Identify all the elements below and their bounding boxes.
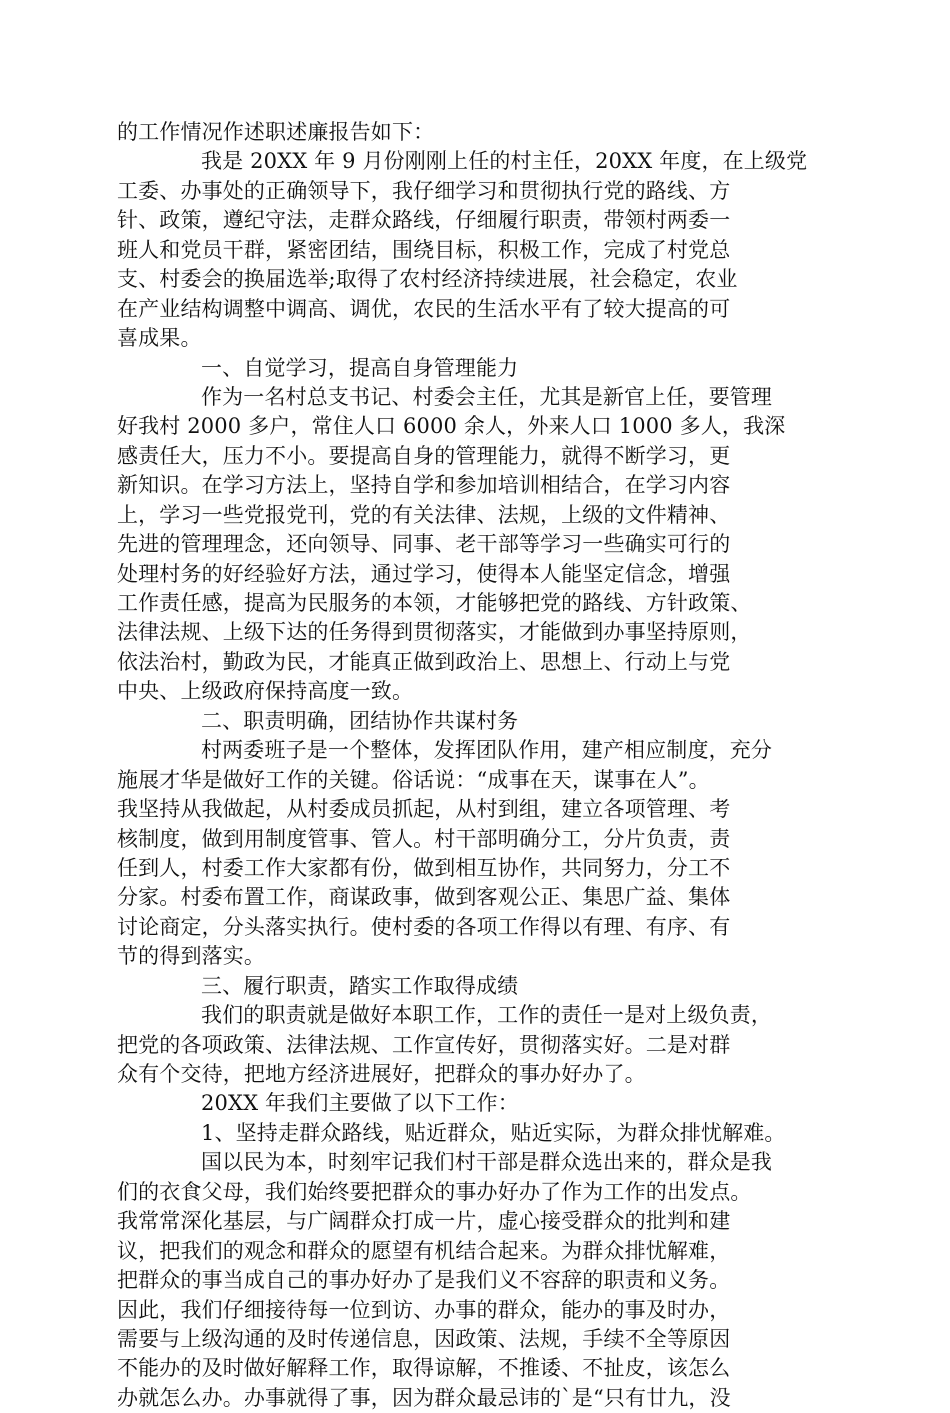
text-line: 核制度，做到用制度管事、管人。村干部明确分工，分片负责，责 [117, 826, 731, 851]
text-line: 需要与上级沟通的及时传递信息，因政策、法规，手续不全等原因 [117, 1326, 731, 1351]
text-line: 处理村务的好经验好方法，通过学习，使得本人能坚定信念，增强 [117, 561, 731, 586]
text-line: 1、坚持走群众路线，贴近群众，贴近实际，为群众排忧解难。 [201, 1120, 786, 1145]
text-line: 议，把我们的观念和群众的愿望有机结合起来。为群众排忧解难， [117, 1238, 731, 1263]
text-line: 在产业结构调整中调高、调优，农民的生活水平有了较大提高的可 [117, 296, 731, 321]
text-line: 讨论商定，分头落实执行。使村委的各项工作得以有理、有序、有 [117, 914, 731, 939]
text-line: 法律法规、上级下达的任务得到贯彻落实，才能做到办事坚持原则， [117, 620, 752, 645]
text-line: 节的得到落实。 [117, 944, 266, 969]
text-line: 国以民为本，时刻牢记我们村干部是群众选出来的，群众是我 [201, 1150, 773, 1175]
text-line: 二、职责明确，团结协作共谋村务 [201, 708, 519, 733]
text-line: 新知识。在学习方法上，坚持自学和参加培训相结合，在学习内容 [117, 473, 731, 498]
text-line: 先进的管理理念，还向领导、同事、老干部等学习一些确实可行的 [117, 532, 731, 557]
text-line: 感责任大，压力不小。要提高自身的管理能力，就得不断学习，更 [117, 443, 731, 468]
text-line: 工委、办事处的正确领导下，我仔细学习和贯彻执行党的路线、方 [117, 178, 731, 203]
text-line: 因此，我们仔细接待每一位到访、办事的群众，能办的事及时办， [117, 1297, 731, 1322]
text-line: 我坚持从我做起，从村委成员抓起，从村到组，建立各项管理、考 [117, 797, 731, 822]
text-line: 班人和党员干群，紧密团结，围绕目标，积极工作，完成了村党总 [117, 237, 731, 262]
text-line: 20XX 年我们主要做了以下工作： [201, 1091, 519, 1116]
text-line: 我常常深化基层，与广阔群众打成一片，虚心接受群众的批判和建 [117, 1209, 731, 1234]
text-line: 工作责任感，提高为民服务的本领，才能够把党的路线、方针政策、 [117, 591, 752, 615]
text-line: 分家。村委布置工作，商谋政事，做到客观公正、集思广益、集体 [117, 885, 731, 910]
text-line: 村两委班子是一个整体，发挥团队作用，建产相应制度，充分 [201, 738, 773, 763]
text-line: 施展才华是做好工作的关键。俗话说：“成事在天，谋事在人”。 [117, 767, 710, 792]
text-line: 上，学习一些党报党刊，党的有关法律、法规，上级的文件精神、 [117, 502, 731, 527]
text-line: 一、自觉学习，提高自身管理能力 [201, 355, 519, 380]
text-line: 依法治村，勤政为民，才能真正做到政治上、思想上、行动上与党 [117, 649, 731, 674]
text-line: 作为一名村总支书记、村委会主任，尤其是新官上任，要管理 [201, 384, 773, 409]
text-line: 的工作情况作述职述廉报告如下： [117, 120, 435, 144]
text-line: 我是 20XX 年 9 月份刚刚上任的村主任，20XX 年度，在上级党 [201, 149, 808, 174]
text-line: 任到人，村委工作大家都有份，做到相互协作，共同努力，分工不 [117, 855, 731, 880]
text-line: 把党的各项政策、法律法规、工作宣传好，贯彻落实好。二是对群 [117, 1032, 731, 1057]
text-line: 把群众的事当成自己的事办好办了是我们义不容辞的职责和义务。 [117, 1268, 731, 1293]
text-line: 们的衣食父母，我们始终要把群众的事办好办了作为工作的出发点。 [117, 1179, 752, 1204]
text-line: 好我村 2000 多户，常住人口 6000 余人，外来人口 1000 多人，我深 [117, 414, 786, 439]
text-line: 针、政策，遵纪守法，走群众路线，仔细履行职责，带领村两委一 [117, 208, 731, 233]
text-line: 喜成果。 [117, 326, 202, 351]
text-line: 不能办的及时做好解释工作，取得谅解，不推诿、不扯皮，该怎么 [117, 1356, 731, 1381]
text-line: 我们的职责就是做好本职工作，工作的责任一是对上级负责， [201, 1003, 773, 1028]
text-line: 支、村委会的换届选举;取得了农村经济持续进展，社会稳定，农业 [117, 267, 738, 292]
text-line: 中央、上级政府保持高度一致。 [117, 679, 414, 704]
text-line: 办就怎么办。办事就得了事，因为群众最忌讳的`是“只有廿九，没 [117, 1385, 731, 1410]
text-line: 众有个交待，把地方经济进展好，把群众的事办好办了。 [117, 1062, 646, 1086]
document-body [117, 118, 833, 1413]
text-line: 三、履行职责，踏实工作取得成绩 [201, 973, 519, 998]
